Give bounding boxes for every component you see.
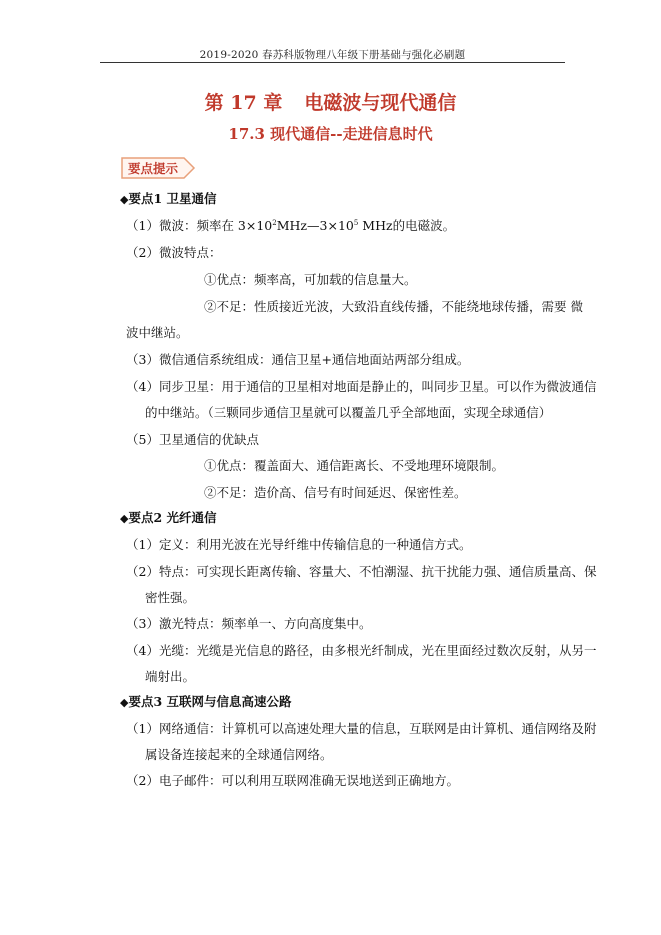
point-line: （2）特点：可实现长距离传输、容量大、不怕潮湿、抗干扰能力强、通信质量高、保	[126, 564, 597, 579]
diamond-icon: ◆	[120, 512, 129, 525]
page-header: 2019-2020 春苏科版物理八年级下册基础与强化必刷题	[199, 49, 466, 61]
point-line: （4）同步卫星：用于通信的卫星相对地面是静止的，叫同步卫星。可以作为微波通信	[126, 379, 597, 394]
point-line: 属设备连接起来的全球通信网络。	[145, 747, 333, 762]
point-line: 的中继站。（三颗同步通信卫星就可以覆盖几乎全部地面，实现全球通信）	[145, 405, 552, 420]
chapter-name: 电磁波与现代通信	[304, 92, 457, 114]
diamond-icon: ◆	[120, 696, 129, 709]
point-line: （2）微波特点：	[126, 245, 222, 260]
point-line: （4）光缆：光缆是光信息的路径，由多根光纤制成，光在里面经过数次反射，从另一	[126, 643, 597, 658]
chapter-number: 第 17 章	[204, 92, 283, 114]
point-line: 波中继站。	[126, 325, 189, 340]
point-line: （5）卫星通信的优缺点	[126, 432, 259, 447]
point-heading-1: ◆要点1 卫星通信	[120, 191, 217, 206]
point-line: ①优点：覆盖面大、通信距离长、不受地理环境限制。	[204, 458, 505, 473]
point-line: ②不足：性质接近光波，大致沿直线传播，不能绕地球传播，需要 微	[204, 299, 583, 314]
point-line: 端射出。	[145, 669, 196, 684]
point-line: 密性强。	[145, 590, 196, 605]
point-line: （3）微信通信系统组成：通信卫星+通信地面站两部分组成。	[126, 352, 470, 367]
point-line: （2）电子邮件：可以利用互联网准确无误地送到正确地方。	[126, 773, 459, 788]
point-heading-3: ◆要点3 互联网与信息高速公路	[120, 694, 292, 709]
section-title: 17.3 现代通信--走进信息时代	[228, 125, 433, 143]
point-line: ②不足：造价高、信号有时间延迟、保密性差。	[204, 485, 467, 500]
badge-label: 要点提示	[128, 161, 179, 176]
diamond-icon: ◆	[120, 193, 129, 206]
point-line: （1）定义：利用光波在光导纤维中传输信息的一种通信方式。	[126, 537, 472, 552]
header-rule	[100, 62, 565, 63]
point-line: ①优点：频率高，可加载的信息量大。	[204, 272, 417, 287]
point-heading-2: ◆要点2 光纤通信	[120, 510, 217, 525]
point-line: （1）网络通信：计算机可以高速处理大量的信息，互联网是由计算机、通信网络及附	[126, 721, 597, 736]
point-line: （3）激光特点：频率单一、方向高度集中。	[126, 616, 372, 631]
chapter-title	[0, 88, 661, 115]
point-line: （1）微波：频率在 $3\times 10^2MHz—3\times 10^5$ MHz的电磁波。	[126, 218, 456, 233]
